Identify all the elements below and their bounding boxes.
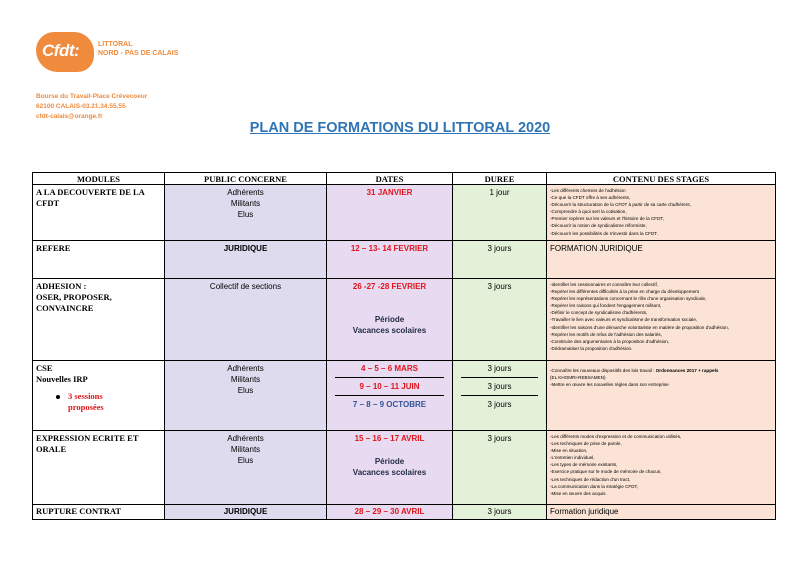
date-value: 26 -27 -28 FEVRIER bbox=[352, 282, 427, 291]
divider bbox=[461, 377, 538, 378]
table-row bbox=[33, 505, 776, 520]
table-row bbox=[33, 185, 776, 241]
contenu-line: -Repérer les différentes difficultés à la prise en charge du développement bbox=[550, 289, 699, 295]
contenu-line bbox=[550, 367, 772, 374]
public-line: Adhérents bbox=[227, 364, 264, 373]
cfdt-logo-subtitle bbox=[98, 40, 178, 58]
public-line: Militants bbox=[230, 375, 261, 384]
duree-value: 3 jours bbox=[487, 400, 512, 409]
public-cell: JURIDIQUE bbox=[165, 505, 327, 520]
contenu-line: -Premier repères sur les valeurs et l'histoire de la CFDT, bbox=[550, 216, 664, 222]
table-row bbox=[33, 361, 776, 431]
table-row bbox=[33, 431, 776, 505]
training-plan-table bbox=[32, 172, 776, 520]
period-value: Vacances scolaires bbox=[352, 468, 427, 477]
duree-value: 3 jours bbox=[487, 364, 512, 373]
header-modules: MODULES bbox=[33, 173, 165, 185]
contenu-line: -Construire des argumentaires à la proposition d'adhésion, bbox=[550, 338, 670, 344]
email-line: cfdt-calais@orange.fr bbox=[36, 113, 103, 120]
contenu-cell: FORMATION JURIDIQUE bbox=[547, 241, 776, 279]
contenu-line: -Définir le concept de syndicalisme d'adhérents, bbox=[550, 310, 648, 316]
module-cell: REFERE bbox=[33, 241, 165, 279]
public-line: Elus bbox=[237, 386, 254, 395]
contenu-line: -Les types de mémoire existants, bbox=[550, 462, 618, 468]
public-line: Elus bbox=[237, 456, 254, 465]
date-cell bbox=[327, 279, 453, 361]
contenu-cell bbox=[547, 431, 776, 505]
contenu-line: -La communication dans la stratégie CFDT, bbox=[550, 483, 639, 489]
public-cell bbox=[165, 431, 327, 505]
address-block bbox=[36, 92, 147, 122]
date-value: 15 – 16 – 17 AVRIL bbox=[354, 434, 425, 443]
contenu-line: -Mettre en œuvre les nouvelles règles dans son entreprise bbox=[550, 382, 669, 388]
page-title: PLAN DE FORMATIONS DU LITTORAL 2020 bbox=[249, 120, 551, 136]
module-cell bbox=[33, 361, 165, 431]
module-cell: A LA DECOUVERTE DE LA CFDT bbox=[33, 185, 165, 241]
contenu-line: -L'entretien individuel, bbox=[550, 455, 595, 461]
module-line: CSE bbox=[36, 363, 53, 373]
public-line: Adhérents bbox=[227, 434, 264, 443]
module-line: ADHESION : bbox=[36, 281, 87, 291]
contenu-line: -Découvrir les possibilités de s'investir dans la CFDT. bbox=[550, 230, 658, 236]
public-cell: JURIDIQUE bbox=[165, 241, 327, 279]
header-dates: DATES bbox=[327, 173, 453, 185]
date-value: 4 – 5 – 6 MARS bbox=[361, 364, 418, 373]
contenu-line: -Repérer les représentations concernant le rôle d'une organisation syndicale, bbox=[550, 296, 707, 302]
period-label: Période bbox=[374, 315, 405, 324]
contenu-line: -Ce que la CFDT offre à ses adhérents, bbox=[550, 195, 631, 201]
sessions-bullet bbox=[36, 391, 161, 402]
contenu-line: -Les différents chemins de l'adhésion bbox=[550, 188, 626, 193]
header-public: PUBLIC CONCERNE bbox=[165, 173, 327, 185]
contenu-line: -Mise en œuvre des acquis. bbox=[550, 490, 607, 496]
contenu-line: -Les techniques de rédaction d'un tract, bbox=[550, 476, 631, 482]
logo-line-1: LITTORAL bbox=[98, 41, 133, 48]
duree-cell: 3 jours bbox=[453, 505, 547, 520]
module-line: CONVAINCRE bbox=[36, 303, 94, 313]
duree-cell bbox=[453, 361, 547, 431]
duree-cell: 3 jours bbox=[453, 279, 547, 361]
contenu-cell bbox=[547, 185, 776, 241]
duree-value: 3 jours bbox=[487, 382, 512, 391]
contenu-line: -Identifier les cessionnaires et connaître leur collectif, bbox=[550, 282, 659, 287]
module-cell bbox=[33, 279, 165, 361]
sessions-text: 3 sessions bbox=[68, 391, 103, 401]
contenu-cell bbox=[547, 279, 776, 361]
period-value: Vacances scolaires bbox=[352, 326, 427, 335]
period-label: Période bbox=[374, 457, 405, 466]
table-header-row bbox=[33, 173, 776, 185]
contenu-line: -Dédramatiser la proposition d'adhésion. bbox=[550, 345, 633, 351]
date-cell bbox=[327, 361, 453, 431]
cfdt-logo-mark bbox=[36, 32, 94, 72]
public-cell bbox=[165, 185, 327, 241]
date-value: 7 – 8 – 9 OCTOBRE bbox=[352, 400, 427, 409]
table-row bbox=[33, 241, 776, 279]
contenu-line: -Travailler le lien avec valeurs et syndicalisme de transformation sociale, bbox=[550, 317, 698, 323]
date-cell: 28 – 29 – 30 AVRIL bbox=[327, 505, 453, 520]
public-cell: Collectif de sections bbox=[165, 279, 327, 361]
public-line: Elus bbox=[237, 210, 254, 219]
contenu-line: -Identifier les raisons d'une démarche volontariste en matière de proposition d'adhésion, bbox=[550, 324, 729, 330]
contenu-line: -Les techniques de prise de parole, bbox=[550, 441, 622, 447]
divider bbox=[461, 395, 538, 396]
date-cell: 12 – 13- 14 FEVRIER bbox=[327, 241, 453, 279]
contenu-line: -Repérer les motifs de refus de l'adhésion des salariés, bbox=[550, 331, 662, 337]
date-cell: 31 JANVIER bbox=[327, 185, 453, 241]
date-value: 9 – 10 – 11 JUIN bbox=[359, 382, 420, 391]
phone-line: 62100 CALAIS-03.21.34.55.55 bbox=[36, 103, 126, 110]
contenu-line: (EL KHOMRI-REBSAMEN) bbox=[550, 375, 606, 381]
contenu-line: -Découvrir la notion de syndicalisme réformiste, bbox=[550, 223, 647, 229]
divider bbox=[335, 377, 444, 378]
contenu-line: -Exercice pratique sur le mode de mémoire de chacun, bbox=[550, 469, 662, 475]
contenu-line: -Repérer les raisons qui fondent l'engagement militant, bbox=[550, 303, 662, 309]
contenu-cell bbox=[547, 361, 776, 431]
address-line: Bourse du Travail-Place Crèvecoeur bbox=[36, 93, 148, 100]
public-cell bbox=[165, 361, 327, 431]
divider bbox=[335, 395, 444, 396]
date-cell bbox=[327, 431, 453, 505]
bullet-dot-icon bbox=[56, 395, 60, 399]
cfdt-logo-text: Cfdt: bbox=[42, 41, 80, 60]
contenu-cell: Formation juridique bbox=[547, 505, 776, 520]
public-line: Adhérents bbox=[227, 188, 264, 197]
duree-cell: 3 jours bbox=[453, 431, 547, 505]
sessions-subtext: proposées bbox=[68, 402, 104, 412]
duree-cell: 1 jour bbox=[453, 185, 547, 241]
contenu-line: -Découvrir la structuration de la CFDT à partir de sa carte d'adhérent, bbox=[550, 202, 691, 208]
duree-cell: 3 jours bbox=[453, 241, 547, 279]
contenu-line: -Mise en situation, bbox=[550, 448, 588, 454]
module-line: Nouvelles IRP bbox=[36, 374, 88, 384]
header-duree: DUREE bbox=[453, 173, 547, 185]
contenu-line: -Les différents modes d'expression et de communication utilisés, bbox=[550, 434, 682, 439]
header-contenu: CONTENU DES STAGES bbox=[547, 173, 776, 185]
public-line: Militants bbox=[230, 445, 261, 454]
module-line: OSER, PROPOSER, bbox=[36, 292, 112, 302]
cfdt-logo bbox=[36, 32, 179, 76]
module-cell: EXPRESSION ECRITE ET ORALE bbox=[33, 431, 165, 505]
public-line: Militants bbox=[230, 199, 261, 208]
logo-line-2: NORD - PAS DE CALAIS bbox=[98, 50, 179, 57]
contenu-bold: Ordonnances 2017 + rappels bbox=[655, 368, 719, 373]
contenu-prefix: -Connaître les nouveaux dispositifs des lois travail : bbox=[550, 368, 656, 373]
contenu-line: -Comprendre à quoi sert la cotisation, bbox=[550, 209, 627, 215]
table-row bbox=[33, 279, 776, 361]
module-cell: RUPTURE CONTRAT bbox=[33, 505, 165, 520]
